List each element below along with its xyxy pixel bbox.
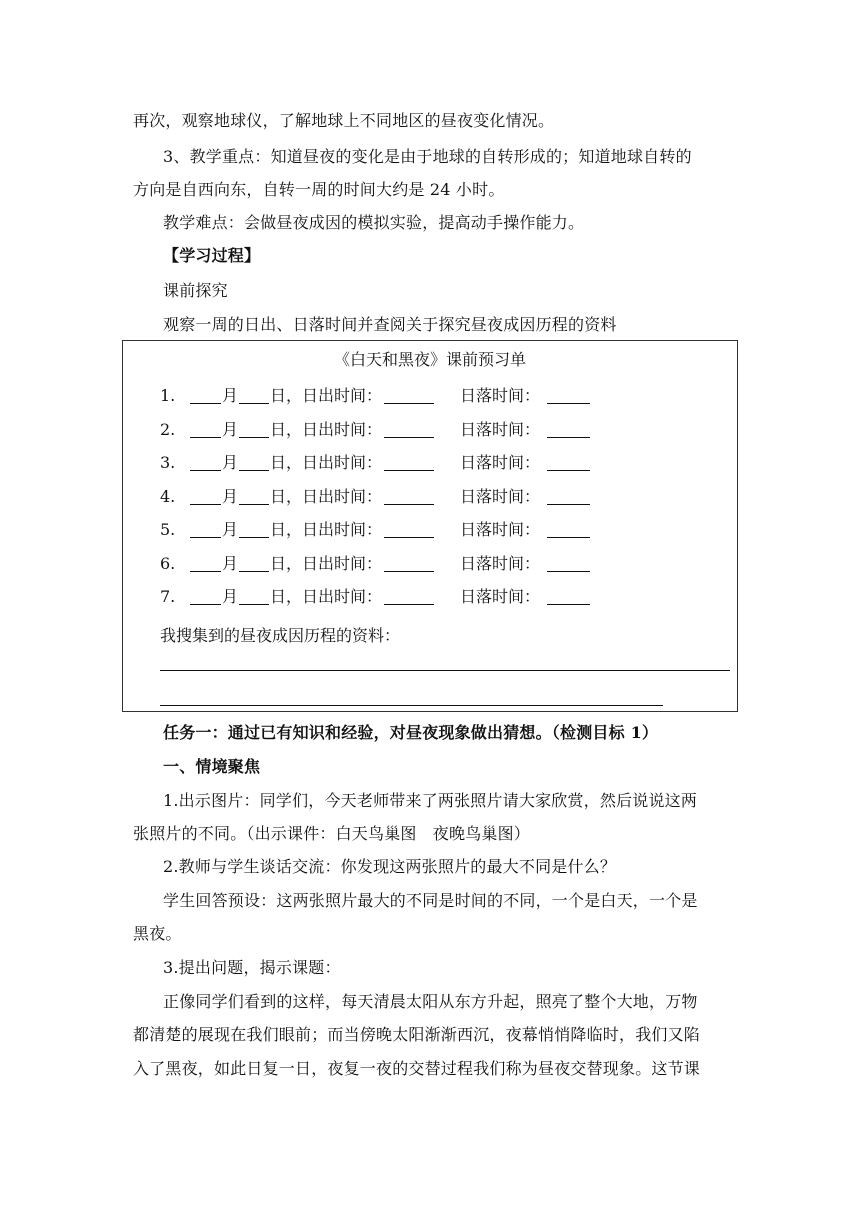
- month-label: 月: [222, 520, 239, 539]
- row-number: 2.: [160, 419, 176, 439]
- sunrise-blank[interactable]: [384, 470, 434, 471]
- sunrise-label: 日，日出时间：: [270, 587, 383, 606]
- paragraph-difficulty: 教学难点：会做昼夜成因的模拟实验，提高动手操作能力。: [163, 213, 585, 232]
- sunset-label: 日落时间：: [460, 386, 541, 405]
- row-number: 4.: [160, 486, 176, 506]
- paragraph-student-answer-line2: 黑夜。: [133, 924, 182, 943]
- sunset-blank[interactable]: [547, 470, 590, 471]
- paragraph-student-answer-line1: 学生回答预设：这两张照片最大的不同是时间的不同，一个是白天，一个是: [163, 891, 698, 910]
- sunset-blank[interactable]: [547, 571, 590, 572]
- collect-label: 我搜集到的昼夜成因历程的资料：: [160, 626, 401, 645]
- write-line-2[interactable]: [160, 705, 663, 706]
- month-label: 月: [222, 419, 239, 439]
- paragraph-show-pictures-line2: 张照片的不同。（出示课件：白天鸟巢图 夜晚鸟巢图）: [133, 824, 531, 843]
- paragraph-pre-class: 课前探究: [163, 281, 228, 300]
- day-blank[interactable]: [239, 403, 269, 404]
- month-blank[interactable]: [190, 504, 221, 505]
- sunrise-label: 日，日出时间：: [270, 386, 383, 405]
- row-number: 3.: [160, 453, 176, 472]
- task-one-title: 任务一：通过已有知识和经验，对昼夜现象做出猜想。（检测目标 1）: [163, 723, 659, 742]
- sunset-blank[interactable]: [547, 537, 590, 538]
- sunrise-blank[interactable]: [384, 571, 434, 572]
- section-scenario-focus: 一、情境聚焦: [163, 757, 261, 776]
- preview-sheet-box: [122, 340, 738, 712]
- sunset-blank[interactable]: [547, 403, 590, 404]
- month-blank[interactable]: [190, 403, 221, 404]
- write-line-1[interactable]: [160, 670, 730, 671]
- month-blank[interactable]: [190, 437, 221, 438]
- month-label: 月: [222, 553, 239, 573]
- sunrise-label: 日，日出时间：: [270, 520, 383, 539]
- month-blank[interactable]: [190, 604, 221, 605]
- month-label: 月: [222, 386, 239, 405]
- day-blank[interactable]: [239, 470, 269, 471]
- sunset-label: 日落时间：: [460, 520, 541, 539]
- sunset-blank[interactable]: [547, 504, 590, 505]
- sunset-label: 日落时间：: [460, 486, 541, 506]
- row-number: 1.: [160, 386, 176, 405]
- paragraph-story-line2: 都清楚的展现在我们眼前；而当傍晚太阳渐渐西沉，夜幕悄悄降临时，我们又陷: [133, 1025, 701, 1044]
- month-blank[interactable]: [190, 470, 221, 471]
- month-blank[interactable]: [190, 537, 221, 538]
- row-number: 5.: [160, 520, 176, 539]
- paragraph-show-pictures-line1: 1.出示图片：同学们，今天老师带来了两张照片请大家欣赏，然后说说这两: [163, 791, 698, 810]
- month-blank[interactable]: [190, 571, 221, 572]
- paragraph-observe-globe: 再次，观察地球仪，了解地球上不同地区的昼夜变化情况。: [133, 111, 555, 130]
- sunset-blank[interactable]: [547, 604, 590, 605]
- month-label: 月: [222, 587, 239, 606]
- paragraph-story-line3: 入了黑夜，如此日复一日，夜复一夜的交替过程我们称为昼夜交替现象。这节课: [133, 1059, 701, 1078]
- month-label: 月: [222, 453, 239, 472]
- sunrise-blank[interactable]: [384, 537, 434, 538]
- sunset-label: 日落时间：: [460, 419, 541, 439]
- paragraph-raise-question: 3.提出问题，揭示课题：: [163, 958, 341, 977]
- preview-sheet-title: 《白天和黑夜》课前预习单: [333, 350, 526, 369]
- paragraph-story-line1: 正像同学们看到的这样，每天清晨太阳从东方升起，照亮了整个大地，万物: [163, 992, 698, 1011]
- sunrise-blank[interactable]: [384, 604, 434, 605]
- day-blank[interactable]: [239, 537, 269, 538]
- month-label: 月: [222, 486, 239, 506]
- paragraph-key-points-line2: 方向是自西向东，自转一周的时间大约是 24 小时。: [133, 180, 505, 199]
- row-number: 7.: [160, 587, 176, 606]
- section-heading-learning-process: 【学习过程】: [163, 246, 261, 265]
- paragraph-teacher-talk: 2.教师与学生谈话交流：你发现这两张照片的最大不同是什么？: [163, 857, 617, 876]
- sunset-label: 日落时间：: [460, 453, 541, 472]
- sunrise-label: 日，日出时间：: [270, 553, 383, 573]
- sunrise-label: 日，日出时间：: [270, 486, 383, 506]
- sunset-label: 日落时间：: [460, 553, 541, 573]
- sunrise-blank[interactable]: [384, 504, 434, 505]
- sunset-label: 日落时间：: [460, 587, 541, 606]
- sunrise-label: 日，日出时间：: [270, 419, 383, 439]
- day-blank[interactable]: [239, 571, 269, 572]
- row-number: 6.: [160, 553, 176, 573]
- day-blank[interactable]: [239, 437, 269, 438]
- day-blank[interactable]: [239, 504, 269, 505]
- sunrise-label: 日，日出时间：: [270, 453, 383, 472]
- sunset-blank[interactable]: [547, 437, 590, 438]
- paragraph-key-points-line1: 3、教学重点：知道昼夜的变化是由于地球的自转形成的；知道地球自转的: [163, 147, 692, 166]
- day-blank[interactable]: [239, 604, 269, 605]
- sunrise-blank[interactable]: [384, 437, 434, 438]
- paragraph-observe-week: 观察一周的日出、日落时间并查阅关于探究昼夜成因历程的资料: [163, 315, 617, 334]
- sunrise-blank[interactable]: [384, 403, 434, 404]
